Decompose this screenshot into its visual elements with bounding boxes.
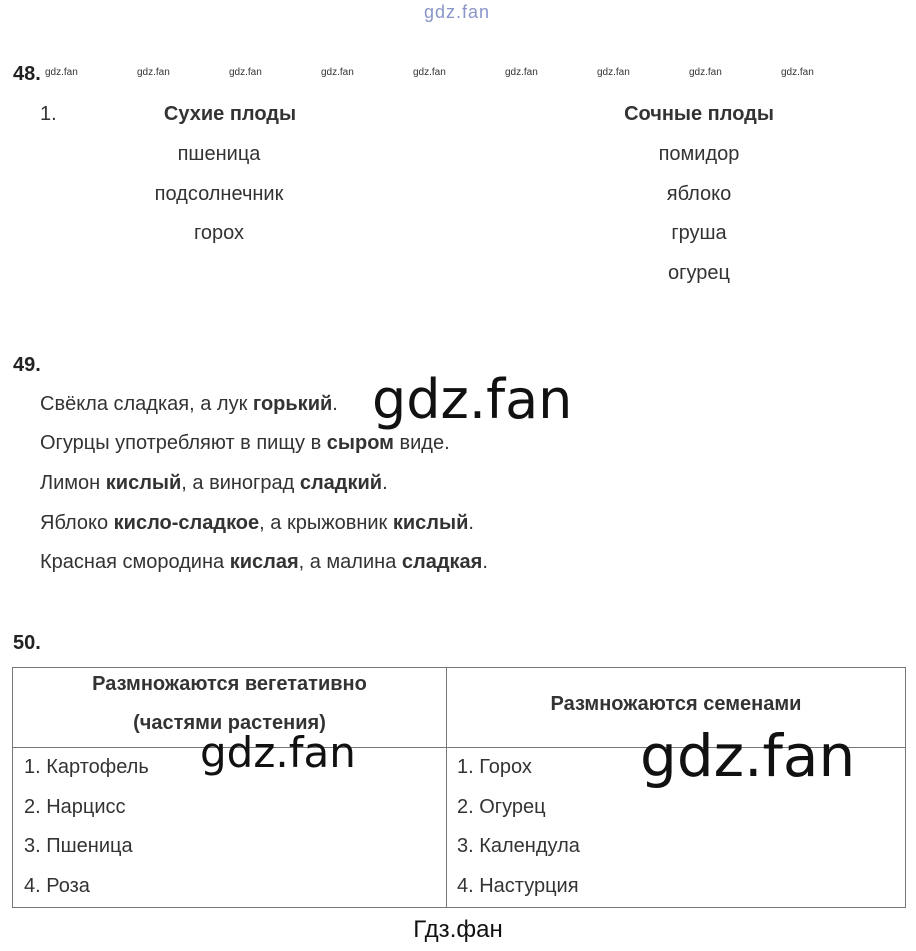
text-part: . — [382, 472, 388, 494]
sentence-line — [40, 551, 488, 574]
dry-fruit-item: подсолнечник — [154, 183, 284, 205]
bold-word: сладкий — [299, 472, 383, 494]
text-part: виде. — [393, 432, 450, 454]
bold-word: сладкая — [401, 551, 483, 573]
text-part: . — [468, 512, 474, 534]
sentence-line — [40, 512, 474, 535]
text-part: , а крыжовник — [259, 512, 393, 534]
large-watermark: gdz.fan — [372, 368, 573, 431]
task-50-number: 50. — [13, 632, 41, 654]
bold-word: кислая — [229, 551, 299, 573]
footer-watermark: Гдз.фан — [413, 916, 503, 943]
dry-fruits-title: Сухие плоды — [163, 103, 297, 125]
text-part: Лимон — [40, 472, 106, 494]
task-49-number: 49. — [13, 354, 41, 376]
top-watermark: gdz.fan — [424, 2, 491, 22]
juicy-fruit-item: груша — [671, 222, 727, 244]
dry-fruit-item: горох — [194, 222, 244, 244]
bold-word: кислый — [392, 512, 469, 534]
text-part: , а виноград — [181, 472, 300, 494]
sentence-line — [40, 393, 338, 416]
sentence-line — [40, 432, 450, 455]
small-watermark: gdz.fan — [137, 67, 170, 78]
header-line: (частями растения) — [133, 712, 326, 734]
list-item: 1. Горох — [457, 756, 532, 778]
list-item: 3. Пшеница — [24, 835, 133, 857]
small-watermark: gdz.fan — [321, 67, 354, 78]
list-item: 3. Календула — [457, 835, 580, 857]
table-watermark-left: gdz.fan — [200, 728, 356, 777]
list-item: 2. Нарцисс — [24, 795, 126, 818]
text-part: Свёкла сладкая, а лук — [40, 393, 253, 415]
small-watermark: gdz.fan — [413, 67, 446, 78]
bold-word: сыром — [326, 432, 394, 454]
bold-word: горький — [252, 393, 333, 415]
item-number: 1. — [40, 103, 57, 125]
list-item: 4. Роза — [24, 874, 90, 897]
small-watermark: gdz.fan — [229, 67, 262, 78]
header-line: Размножаются семенами — [550, 693, 802, 715]
text-part: , а малина — [298, 551, 402, 573]
list-item: 1. Картофель — [24, 756, 149, 778]
juicy-fruit-item: яблоко — [666, 183, 732, 205]
small-watermark: gdz.fan — [781, 67, 814, 78]
dry-fruit-item: пшеница — [177, 143, 261, 165]
juicy-fruit-item: помидор — [658, 143, 740, 165]
task-48-number: 48. — [13, 63, 41, 85]
list-item: 4. Настурция — [457, 874, 579, 897]
text-part: . — [482, 551, 488, 573]
table-watermark-right: gdz.fan — [640, 722, 856, 790]
text-part: Огурцы употребляют в пищу в — [40, 432, 327, 454]
sentence-line — [40, 472, 388, 495]
header-line: Размножаются вегетативно — [92, 673, 367, 695]
text-part: Яблоко — [40, 512, 114, 534]
bold-word: кислый — [105, 472, 182, 494]
juicy-fruits-title: Сочные плоды — [624, 103, 774, 125]
list-item: 2. Огурец — [457, 795, 546, 818]
text-part: Красная смородина — [40, 551, 230, 573]
juicy-fruit-item: огурец — [668, 262, 730, 284]
small-watermark: gdz.fan — [45, 67, 78, 78]
small-watermark: gdz.fan — [689, 67, 722, 78]
small-watermark: gdz.fan — [505, 67, 538, 78]
text-part: . — [332, 393, 338, 415]
bold-word: кисло-сладкое — [113, 512, 260, 534]
small-watermark: gdz.fan — [597, 67, 630, 78]
